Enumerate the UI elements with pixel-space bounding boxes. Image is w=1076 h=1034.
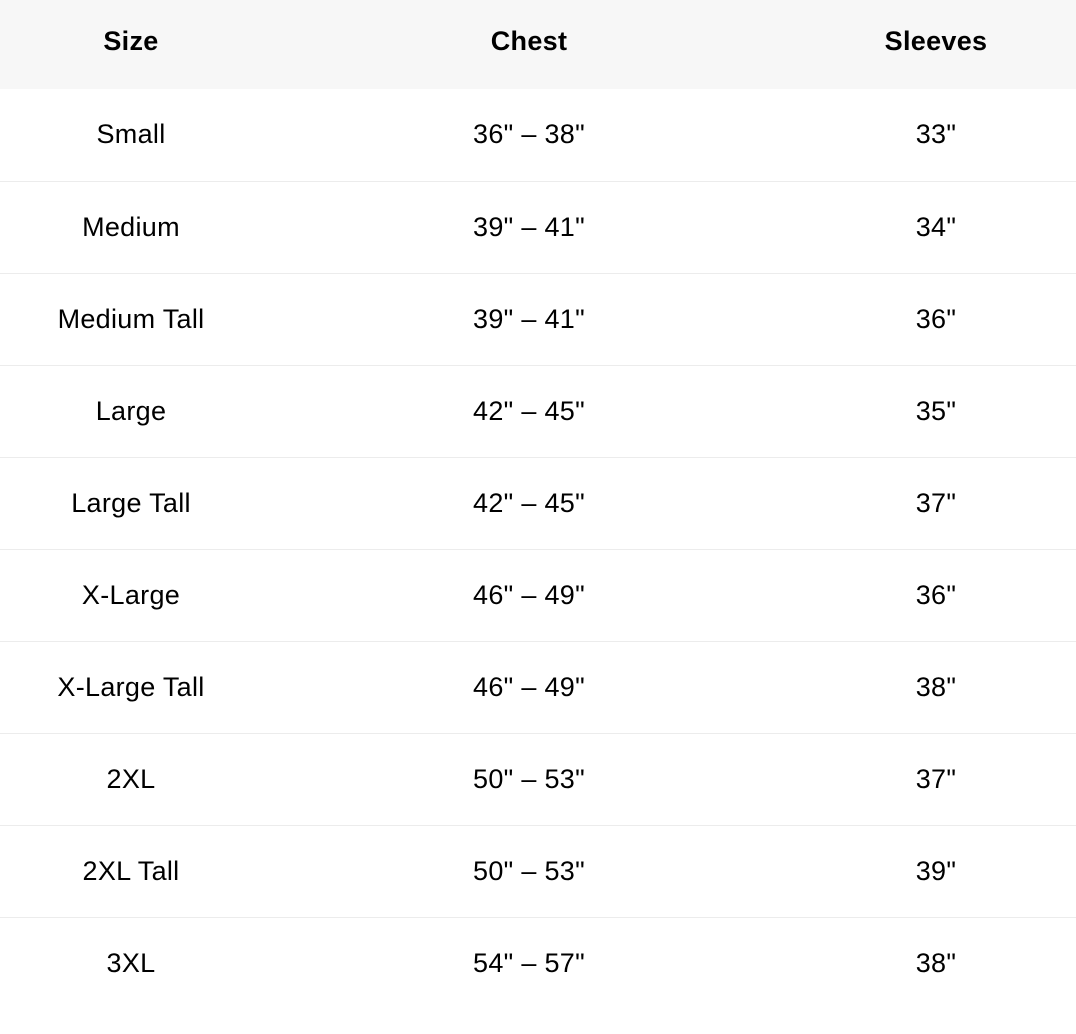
cell-size: 2XL bbox=[106, 763, 156, 794]
cell-chest: 50" – 53" bbox=[473, 855, 585, 886]
cell-sleeves: 36" bbox=[915, 579, 957, 610]
cell-size: Medium Tall bbox=[57, 303, 205, 334]
table-row bbox=[0, 549, 1076, 641]
table-row bbox=[0, 917, 1076, 1009]
table-row bbox=[0, 181, 1076, 273]
cell-sleeves: 36" bbox=[915, 303, 957, 334]
cell-chest: 36" – 38" bbox=[473, 119, 585, 150]
header-sleeves: Sleeves bbox=[884, 26, 988, 56]
cell-size: 2XL Tall bbox=[82, 855, 180, 886]
table-row bbox=[0, 365, 1076, 457]
cell-sleeves: 37" bbox=[915, 763, 957, 794]
table-row bbox=[0, 825, 1076, 917]
table-row bbox=[0, 733, 1076, 825]
table-row bbox=[0, 457, 1076, 549]
table-body bbox=[0, 89, 1076, 1009]
cell-sleeves: 33" bbox=[915, 119, 957, 150]
cell-chest: 39" – 41" bbox=[473, 303, 585, 334]
cell-chest: 42" – 45" bbox=[473, 395, 585, 426]
cell-sleeves: 37" bbox=[915, 487, 957, 518]
cell-sleeves: 35" bbox=[915, 395, 957, 426]
cell-size: Small bbox=[96, 119, 166, 150]
cell-sleeves: 39" bbox=[915, 855, 957, 886]
cell-chest: 42" – 45" bbox=[473, 487, 585, 518]
cell-sleeves: 38" bbox=[915, 671, 957, 702]
header-row bbox=[0, 0, 1076, 89]
cell-size: Medium bbox=[82, 211, 180, 242]
table-row bbox=[0, 89, 1076, 181]
cell-sleeves: 38" bbox=[915, 947, 957, 978]
header-size: Size bbox=[103, 26, 159, 56]
cell-chest: 50" – 53" bbox=[473, 763, 585, 794]
table-header bbox=[0, 0, 1076, 89]
cell-size: X-Large bbox=[81, 579, 181, 610]
cell-chest: 46" – 49" bbox=[473, 579, 585, 610]
header-chest: Chest bbox=[490, 26, 568, 56]
cell-size: 3XL bbox=[106, 947, 156, 978]
cell-sleeves: 34" bbox=[915, 211, 957, 242]
table-row bbox=[0, 273, 1076, 365]
cell-chest: 39" – 41" bbox=[473, 211, 585, 242]
cell-chest: 54" – 57" bbox=[473, 947, 585, 978]
table-row bbox=[0, 641, 1076, 733]
cell-size: Large Tall bbox=[71, 487, 191, 518]
cell-size: Large bbox=[95, 395, 167, 426]
cell-chest: 46" – 49" bbox=[473, 671, 585, 702]
cell-size: X-Large Tall bbox=[57, 671, 205, 702]
